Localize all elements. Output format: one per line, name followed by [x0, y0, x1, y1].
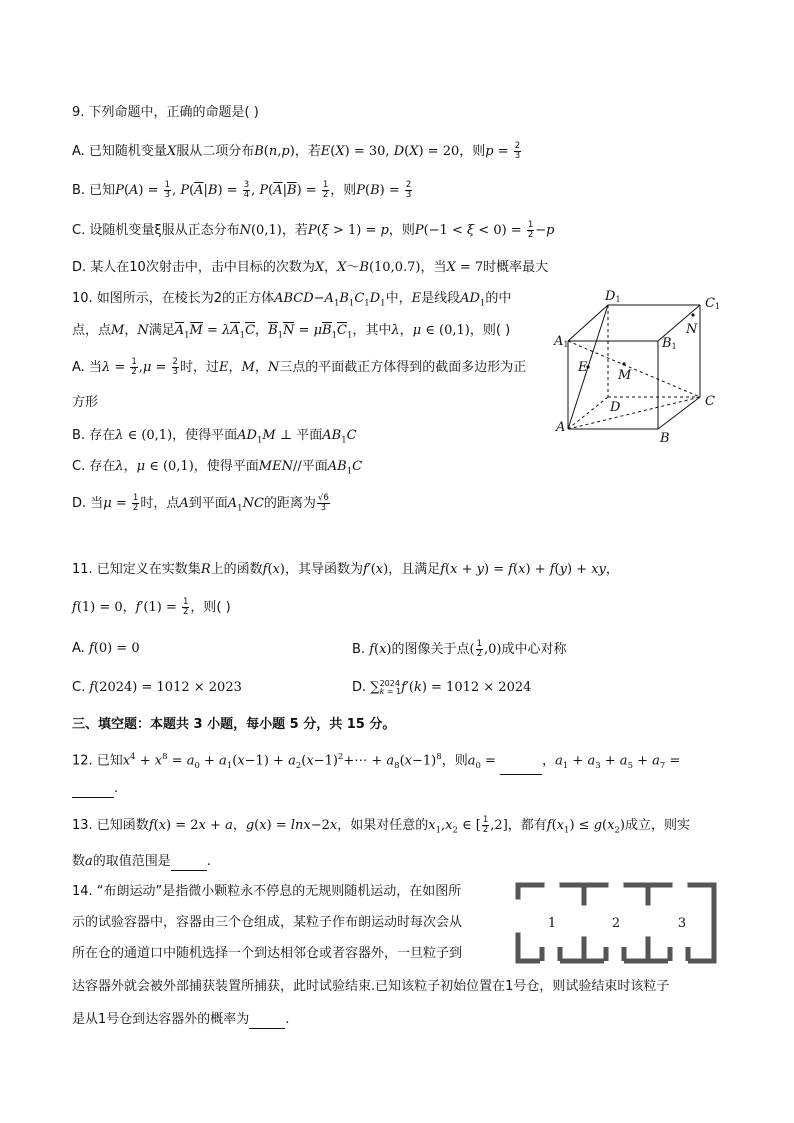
- q11-option-d: D. ∑ 2024 k = 1 f′(k) = 1012 × 2024: [352, 678, 532, 696]
- section-3-heading: 三、填空题：本题共 3 小题，每小题 5 分，共 15 分。: [72, 717, 396, 732]
- label-B1: B1: [662, 336, 677, 351]
- q9-option-a: A. 已知随机变量X服从二项分布B(n,p)，若E(X) = 30, D(X) = 20，则p = $\frac{2}{3}$: [72, 141, 521, 161]
- q14-blank[interactable]: [249, 1016, 285, 1029]
- q9-stem: 9. 下列命题中，正确的命题是( ): [72, 105, 259, 120]
- q14-line5: 是从1号仓到达容器外的概率为 .: [72, 1012, 290, 1027]
- q10-stem-line1: 10. 如图所示，在棱长为2的正方体$ABCD-A_1B_1C_1D_1$中，E是线段$AD_1$的中: [72, 291, 512, 309]
- q10-stem-line2: 点，点M，N满足$A_1M = \lambda A_1C$，$B_1N = \mu B_1C_1$，其中λ，μ ∈ (0,1)，则( ): [72, 323, 511, 341]
- q12-blank-2[interactable]: [72, 785, 114, 798]
- label-C1: C1: [705, 296, 721, 311]
- q10-option-a-cont: 方形: [72, 395, 99, 410]
- q13-blank[interactable]: [171, 858, 207, 871]
- q12-line2: .: [72, 780, 118, 798]
- q9-option-d: D. 某人在10次射击中，击中目标的次数为X，X～B(10,0.7)，当X = 7时概率最大: [72, 260, 549, 275]
- q11-stem-line1: 11. 已知定义在实数集R上的函数f(x)，其导函数为f′(x)，且满足f(x + y) = f(x) + f(y) + xy，: [72, 562, 619, 577]
- q9-option-c: C. 设随机变量ξ服从正态分布N(0,1)，若P(ξ > 1) = p，则P(−1 < ξ < 0) = $\frac{1}{2}$ −p: [72, 220, 555, 240]
- label-N: N: [686, 322, 698, 337]
- q12-line1: 12. 已知$x^4 + x^8 = a_0 + a_1(x-1)$ + $a_2(x-1)^2+\cdots + a_8(x-1)^8$，则$a_0$ = ，$a_1 + a_3 + a_5 + a_7$ =: [72, 748, 680, 775]
- label-C: C: [705, 394, 715, 409]
- room-3-label: 3: [677, 916, 687, 931]
- room-1-label: 1: [547, 916, 557, 931]
- q14-line4: 达容器外就会被外部捕获装置所捕获，此时试验结束.已知该粒子初始位置在1号仓，则试验结束时该粒子: [72, 979, 670, 994]
- q10-option-c: C. 存在λ，μ ∈ (0,1)，使得平面MEN//平面$AB_1C$: [72, 459, 363, 477]
- label-A: A: [556, 420, 566, 435]
- q11-option-b: B. f(x)的图像关于点( $\frac{1}{2}$ ,0)成中心对称: [352, 639, 567, 659]
- q10-option-a: A. 当λ = $\frac{1}{2}$ ,μ = $\frac{2}{3}$ 时，过E，M，N三点的平面截正方体得到的截面多边形为正: [72, 357, 527, 377]
- label-A1: A1: [554, 334, 569, 349]
- room-2-label: 2: [611, 916, 621, 931]
- q14-line3: 所在仓的通道口中随机选择一个到达相邻仓或者容器外，一旦粒子到: [72, 946, 463, 961]
- label-E: E: [578, 360, 588, 375]
- label-D: D: [610, 400, 621, 415]
- q11-stem-line2: f(1) = 0，f′(1) = $\frac{1}{2}$ ，则( ): [72, 597, 231, 617]
- cube-figure: [548, 285, 728, 447]
- label-M: M: [618, 368, 632, 383]
- q13-line2: 数a的取值范围是 .: [72, 854, 211, 869]
- label-D1: D1: [605, 289, 621, 304]
- label-B: B: [660, 431, 670, 446]
- q14-line2: 示的试验容器中，容器由三个仓组成，某粒子作布朗运动时每次会从: [72, 915, 463, 930]
- q10-option-b: B. 存在λ ∈ (0,1)，使得平面$AD_1M$ ⊥ 平面$AB_1C$: [72, 428, 357, 446]
- container-figure: [514, 881, 724, 965]
- q9-option-b: B. 已知P(A) = $\frac{1}{3}$ , $P(\overline{A}|B)$ = $\frac{3}{4}$ , $P(\overline{A}|\overline{B})$ = $\frac{1}{2}$ ，则P(B) = $\frac{2}{3}$: [72, 180, 412, 200]
- q11-option-c: C. f(2024) = 1012 × 2023: [72, 680, 242, 695]
- q10-option-d: D. 当μ = $\frac{1}{2}$ 时，点A到平面$A_1NC$的距离为 $\frac{√6}{3}$: [72, 493, 329, 514]
- q14-line1: 14. “布朗运动”是指微小颗粒永不停息的无规则随机运动，在如图所: [72, 884, 462, 899]
- q12-blank-1[interactable]: [500, 762, 542, 775]
- q11-option-a: A. f(0) = 0: [72, 641, 140, 656]
- q13-line1: 13. 已知函数f(x) = 2x + a，g(x) = lnx−2x，如果对任意的$x_1,x_2$ ∈ [ $\frac{1}{2}$ ,2]，都有$f(x_1) \le g(x_2)$成立，则实: [72, 815, 690, 836]
